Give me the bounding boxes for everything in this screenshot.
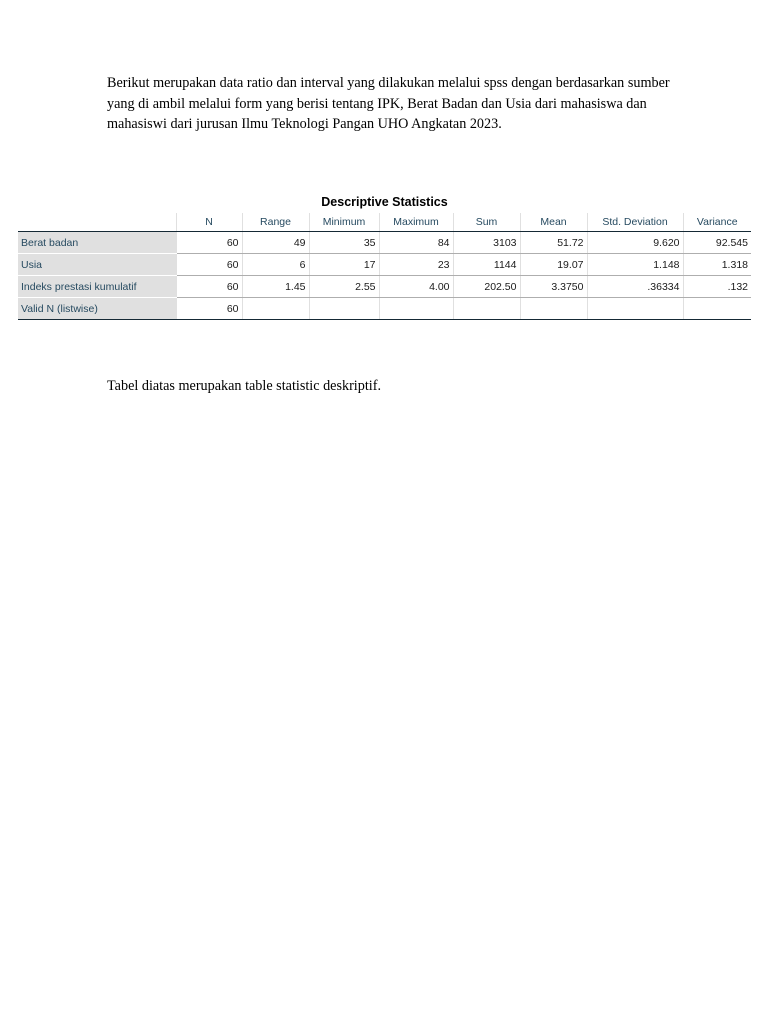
header-corner [18, 213, 176, 232]
row-label: Usia [18, 254, 176, 276]
cell-maximum: 84 [379, 232, 453, 254]
cell-maximum [379, 298, 453, 320]
row-label: Berat badan [18, 232, 176, 254]
cell-mean: 51.72 [520, 232, 587, 254]
cell-variance [683, 298, 751, 320]
table-row [18, 254, 751, 276]
cell-std-deviation [587, 298, 683, 320]
cell-mean: 19.07 [520, 254, 587, 276]
cell-variance: 92.545 [683, 232, 751, 254]
cell-std-deviation: .36334 [587, 276, 683, 298]
header-sum: Sum [453, 213, 520, 232]
row-label: Valid N (listwise) [18, 298, 176, 320]
cell-sum [453, 298, 520, 320]
cell-minimum [309, 298, 379, 320]
cell-range: 49 [242, 232, 309, 254]
intro-paragraph [107, 73, 727, 135]
cell-sum: 202.50 [453, 276, 520, 298]
header-maximum: Maximum [379, 213, 453, 232]
cell-range: 6 [242, 254, 309, 276]
outro-paragraph: Tabel diatas merupakan table statistic deskriptif. [107, 378, 381, 394]
cell-minimum: 35 [309, 232, 379, 254]
cell-sum: 1144 [453, 254, 520, 276]
descriptive-statistics-table [18, 213, 751, 320]
table-row [18, 232, 751, 254]
cell-variance: .132 [683, 276, 751, 298]
cell-n: 60 [176, 254, 242, 276]
descriptive-statistics-table-block [18, 193, 751, 320]
table-row [18, 298, 751, 320]
header-mean: Mean [520, 213, 587, 232]
intro-line-3: mahasiswi dari jurusan Ilmu Teknologi Pangan UHO Angkatan 2023. [107, 116, 502, 132]
table-row [18, 276, 751, 298]
header-range: Range [242, 213, 309, 232]
cell-std-deviation: 1.148 [587, 254, 683, 276]
cell-minimum: 17 [309, 254, 379, 276]
table-header-row [18, 213, 751, 232]
table-title: Descriptive Statistics [321, 195, 448, 209]
intro-line-2: yang di ambil melalui form yang berisi tentang IPK, Berat Badan dan Usia dari mahasiswa dan [107, 95, 647, 112]
header-std-deviation: Std. Deviation [587, 213, 683, 232]
header-minimum: Minimum [309, 213, 379, 232]
cell-maximum: 4.00 [379, 276, 453, 298]
cell-maximum: 23 [379, 254, 453, 276]
cell-range [242, 298, 309, 320]
header-variance: Variance [683, 213, 751, 232]
cell-n: 60 [176, 232, 242, 254]
cell-mean [520, 298, 587, 320]
row-label: Indeks prestasi kumulatif [18, 276, 176, 298]
cell-range: 1.45 [242, 276, 309, 298]
cell-std-deviation: 9.620 [587, 232, 683, 254]
header-n: N [176, 213, 242, 232]
cell-n: 60 [176, 276, 242, 298]
cell-mean: 3.3750 [520, 276, 587, 298]
cell-variance: 1.318 [683, 254, 751, 276]
intro-line-1: Berikut merupakan data ratio dan interval yang dilakukan melalui spss dengan berdasarkan sumber [107, 75, 670, 91]
cell-n: 60 [176, 298, 242, 320]
cell-sum: 3103 [453, 232, 520, 254]
cell-minimum: 2.55 [309, 276, 379, 298]
